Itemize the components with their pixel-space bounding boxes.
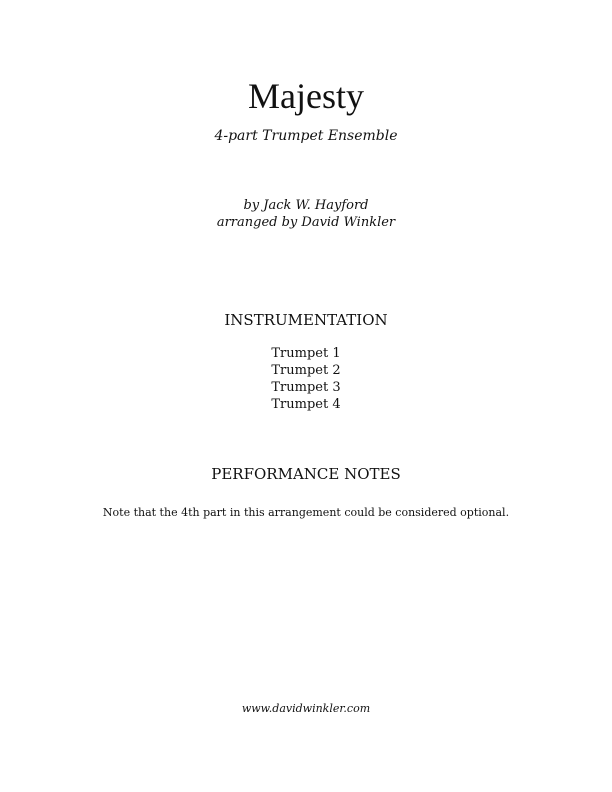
performance-notes-heading: PERFORMANCE NOTES [211, 465, 401, 483]
instrument-list [0, 345, 612, 413]
instrument-item: Trumpet 1 [271, 346, 341, 361]
composer-credit: by Jack W. Hayford [243, 198, 369, 213]
page-title: Majesty [248, 76, 364, 116]
instrumentation-heading: INSTRUMENTATION [224, 311, 388, 329]
arranger-credit: arranged by David Winkler [216, 215, 396, 230]
instrument-item: Trumpet 4 [271, 397, 341, 412]
website-link[interactable]: www.davidwinkler.com [241, 702, 371, 715]
instrument-item: Trumpet 2 [271, 363, 341, 378]
instrument-item: Trumpet 3 [271, 380, 341, 395]
performance-note-text: Note that the 4th part in this arrangement could be considered optional. [102, 506, 510, 519]
page-subtitle: 4-part Trumpet Ensemble [214, 128, 398, 144]
